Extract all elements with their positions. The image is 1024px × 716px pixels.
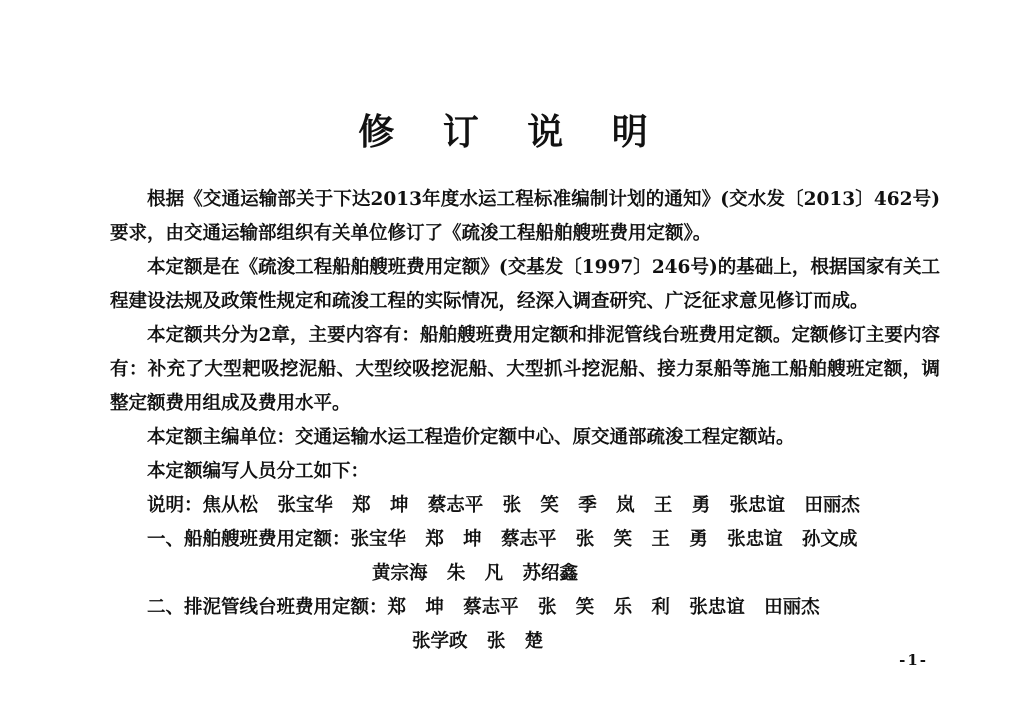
page-number: -1- bbox=[899, 651, 928, 669]
staff-line-pipeline-continued: 张学政 张 楚 bbox=[412, 631, 544, 652]
paragraph: 根据《交通运输部关于下达2013年度水运工程标准编制计划的通知》(交水发〔2013〕462号)要求，由交通运输部组织有关单位修订了《疏浚工程船舶艘班费用定额》。 bbox=[110, 189, 940, 244]
document-body bbox=[110, 183, 940, 659]
staff-line-vessel: 一、船舶艘班费用定额：张宝华 郑 坤 蔡志平 张 笑 王 勇 张忠谊 孙文成 bbox=[147, 529, 858, 550]
paragraph: 本定额主编单位：交通运输水运工程造价定额中心、原交通部疏浚工程定额站。 bbox=[147, 427, 795, 448]
staff-line-pipeline: 二、排泥管线台班费用定额：郑 坤 蔡志平 张 笑 乐 利 张忠谊 田丽杰 bbox=[147, 597, 820, 618]
paragraph: 本定额共分为2章，主要内容有：船舶艘班费用定额和排泥管线台班费用定额。定额修订主要内容有：补充了大型耙吸挖泥船、大型绞吸挖泥船、大型抓斗挖泥船、接力泵船等施工船舶艘班定额，调整定额费用组成及费用水平。 bbox=[110, 325, 940, 414]
page-title: 修 订 说 明 bbox=[358, 111, 666, 153]
paragraph: 本定额是在《疏浚工程船舶艘班费用定额》(交基发〔1997〕246号)的基础上，根据国家有关工程建设法规及政策性规定和疏浚工程的实际情况，经深入调查研究、广泛征求意见修订而成。 bbox=[110, 257, 940, 312]
paragraph: 本定额编写人员分工如下： bbox=[147, 461, 370, 482]
staff-line-explanation: 说明：焦从松 张宝华 郑 坤 蔡志平 张 笑 季 岚 王 勇 张忠谊 田丽杰 bbox=[147, 495, 860, 516]
staff-line-vessel-continued: 黄宗海 朱 凡 苏绍鑫 bbox=[372, 563, 578, 584]
